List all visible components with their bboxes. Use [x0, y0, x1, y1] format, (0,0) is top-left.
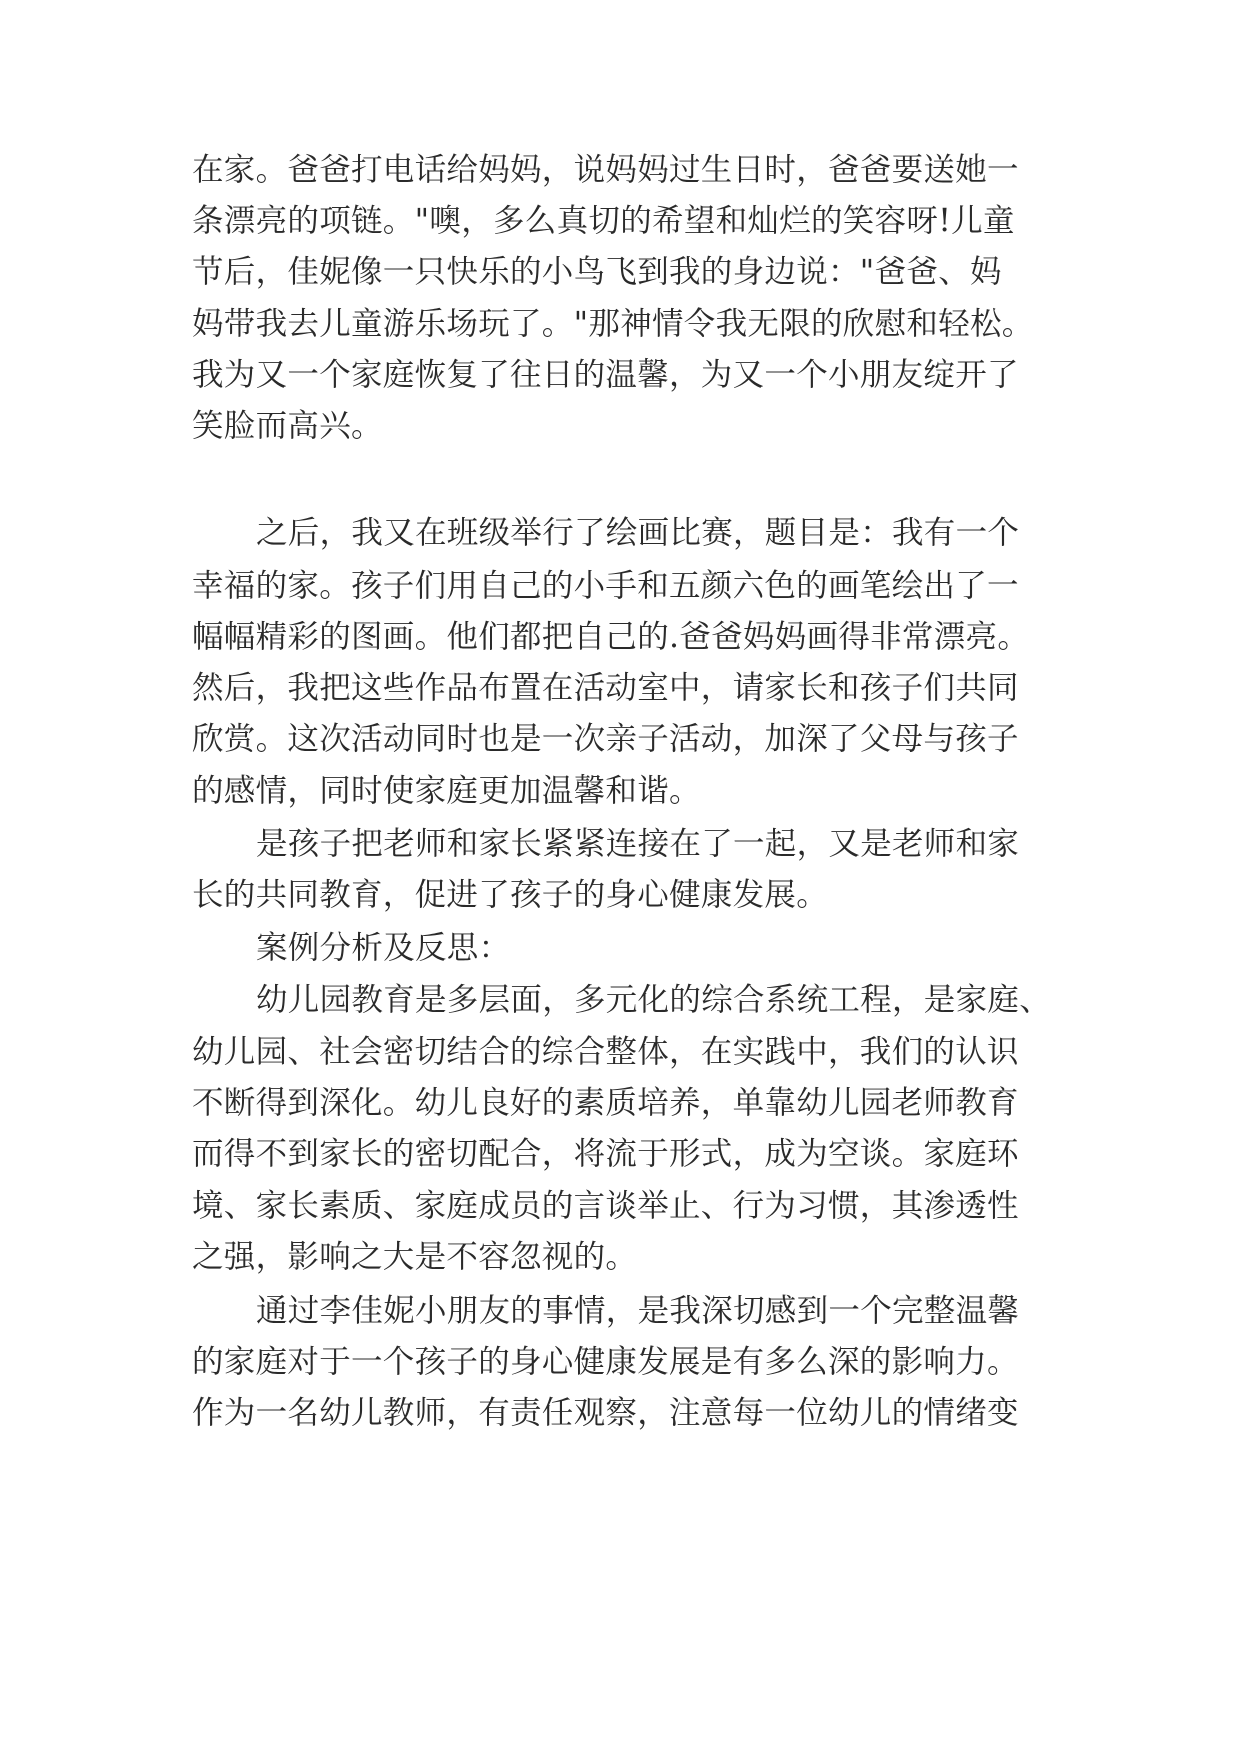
text-line: 幼儿园、社会密切结合的综合整体，在实践中，我们的认识: [192, 1034, 1019, 1070]
text-line: 幸福的家。孩子们用自己的小手和五颜六色的画笔绘出了一: [192, 568, 1019, 604]
text-line: 作为一名幼儿教师，有责任观察，注意每一位幼儿的情绪变: [192, 1395, 1019, 1431]
text-line: 而得不到家长的密切配合，将流于形式，成为空谈。家庭环: [192, 1136, 1019, 1172]
section-heading: 案例分析及反思：: [256, 930, 511, 966]
text-line: 在家。爸爸打电话给妈妈，说妈妈过生日时，爸爸要送她一: [192, 152, 1019, 188]
paragraph-first-line: 是孩子把老师和家长紧紧连接在了一起，又是老师和家: [256, 826, 1020, 862]
paragraph-first-line: 之后，我又在班级举行了绘画比赛，题目是：我有一个: [256, 515, 1020, 551]
text-line: 妈带我去儿童游乐场玩了。"那神情令我无限的欣慰和轻松。: [192, 306, 1034, 342]
text-line: 节后，佳妮像一只快乐的小鸟飞到我的身边说："爸爸、妈: [192, 254, 1002, 290]
text-line: 条漂亮的项链。"噢，多么真切的希望和灿烂的笑容呀!儿童: [192, 203, 1015, 239]
text-line: 的家庭对于一个孩子的身心健康发展是有多么深的影响力。: [192, 1344, 1019, 1380]
text-line: 我为又一个家庭恢复了往日的温馨，为又一个小朋友绽开了: [192, 357, 1019, 393]
text-line: 欣赏。这次活动同时也是一次亲子活动，加深了父母与孩子: [192, 721, 1019, 757]
text-line: 然后，我把这些作品布置在活动室中，请家长和孩子们共同: [192, 670, 1019, 706]
text-line: 境、家长素质、家庭成员的言谈举止、行为习惯，其渗透性: [192, 1188, 1019, 1224]
text-line: 的感情，同时使家庭更加温馨和谐。: [192, 773, 701, 809]
text-line: 长的共同教育，促进了孩子的身心健康发展。: [192, 877, 829, 913]
text-line: 不断得到深化。幼儿良好的素质培养，单靠幼儿园老师教育: [192, 1085, 1019, 1121]
text-line: 幅幅精彩的图画。他们都把自己的.爸爸妈妈画得非常漂亮。: [192, 619, 1030, 655]
paragraph-first-line: 通过李佳妮小朋友的事情，是我深切感到一个完整温馨: [256, 1293, 1020, 1329]
text-line: 笑脸而高兴。: [192, 408, 383, 444]
text-line: 之强，影响之大是不容忽视的。: [192, 1239, 638, 1275]
paragraph-first-line: 幼儿园教育是多层面，多元化的综合系统工程，是家庭、: [256, 982, 1052, 1018]
